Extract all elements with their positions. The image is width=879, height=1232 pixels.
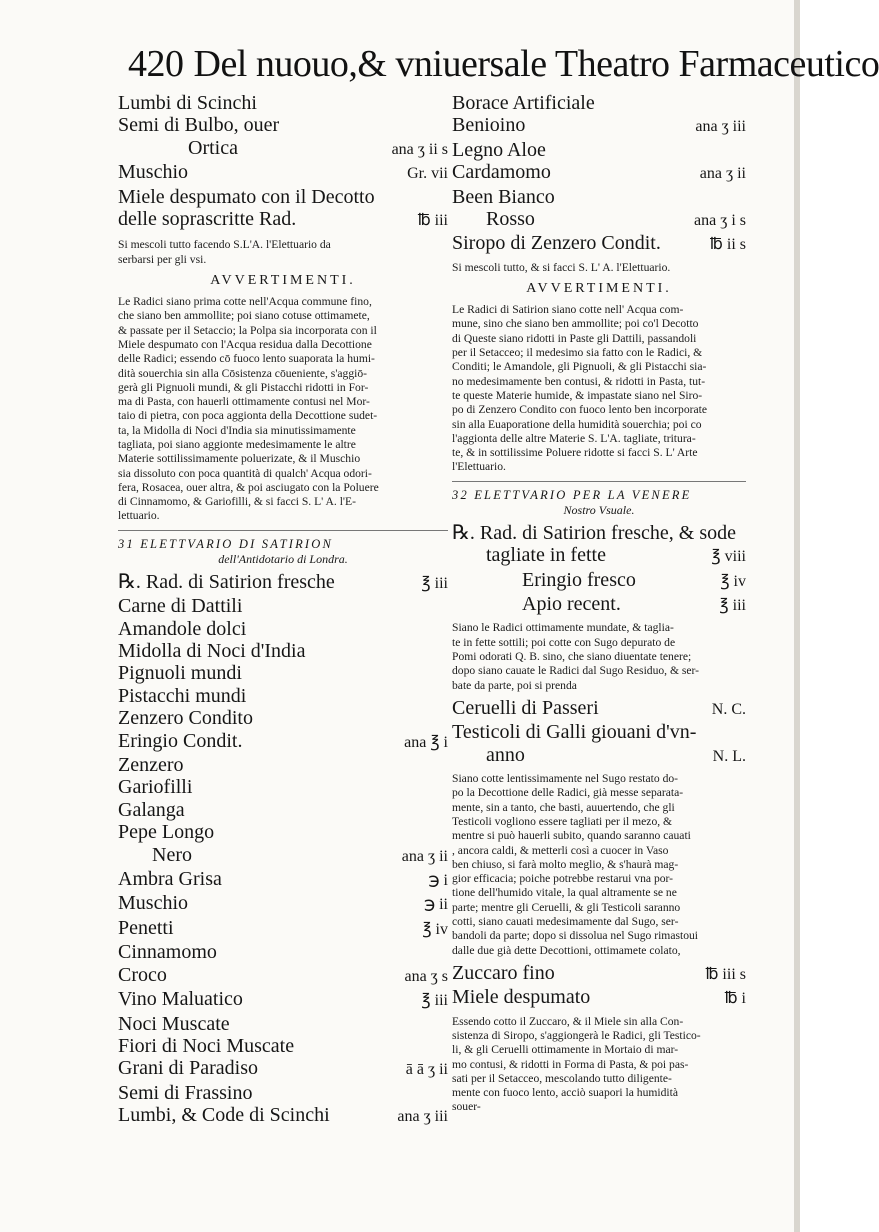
ingredient-name: Noci Muscate [118, 1012, 230, 1035]
ingredient-quantity: ℥ iii [421, 992, 448, 1010]
ingredient-name: Zenzero [118, 754, 184, 777]
ingredient-line [118, 1035, 448, 1057]
running-header [128, 42, 879, 86]
ingredient-quantity: ℈ i [428, 872, 448, 890]
divider [118, 530, 448, 531]
ingredient-quantity: ana ℥ i [404, 733, 448, 751]
ingredient-line [118, 640, 448, 662]
ingredient-name: Grani di Paradiso [118, 1057, 258, 1080]
ingredient-quantity: ℥ iii [719, 596, 746, 614]
ingredient-line [118, 821, 448, 843]
ingredient-line [118, 1104, 448, 1128]
ingredient-name: Zuccaro fino [452, 961, 555, 984]
ingredient-line [452, 92, 746, 114]
ingredient-name: Muschio [118, 892, 188, 915]
right-avvertimenti-text: Le Radici di Satirion siano cotte nell' Acqua com- mune, sino che siano ben ammollite; poi co'l Decotto di Queste siano ridotti in Paste gli Dattili, passandoli per il Setacceo; il medesimo sia fatto con le Radici, & Conditi; le Amandole, gli Pignuoli, & gli Pistacchi sia- no medesimamente ben contusi, & ridotti in Pasta, tut- te queste Materie humide, & impastate siano nel Siro- po di Zenzero Condito con fuoco lento ben incorporate sin alla Euaporatione della humidità souerchia; poi co l'aggionta delle altre Materie S. L'A. tagliate, tritura- te, & in sottilissime Poluere ridotte si facci S. L' Arte l'Elettuario. [452, 303, 707, 474]
ingredient-name: Penetti [118, 916, 174, 939]
ingredient-name: Been Bianco [452, 185, 555, 208]
page-number: 420 [128, 43, 184, 85]
ingredient-name: Lumbi, & Code di Scinchi [118, 1104, 330, 1127]
ingredient-name: Fiori di Noci Muscate [118, 1034, 295, 1057]
ingredient-line [118, 917, 448, 941]
ingredient-line [452, 962, 746, 986]
ingredient-quantity: ana ʒ s [404, 967, 448, 985]
ingredient-name: Pepe Longo [118, 821, 215, 844]
ingredient-line [118, 208, 448, 232]
ingredient-line [452, 161, 746, 185]
ingredient-line [452, 593, 746, 617]
right-column [452, 92, 746, 1222]
ingredient-quantity: ana ʒ i s [694, 212, 746, 230]
ingredient-quantity: N. L. [712, 747, 746, 765]
ingredient-quantity: ā ā ʒ ii [405, 1061, 448, 1079]
ingredient-line [118, 892, 448, 916]
ingredient-line [452, 744, 746, 768]
ingredient-name: Cinnamomo [118, 941, 217, 964]
ingredient-quantity: ℔ i [724, 990, 746, 1008]
ingredient-line [118, 844, 448, 868]
ingredient-name: Carne di Dattili [118, 595, 243, 618]
ingredient-quantity: ana ʒ ii [699, 165, 746, 183]
section-31-subtitle: dell'Antidotario di Londra. [218, 551, 348, 566]
right-avvertimenti-title: AVVERTIMENTI. [526, 281, 672, 297]
left-note-1: Si mescoli tutto facendo S.L'A. l'Elettuario da serbarsi per gli vsi. [118, 238, 331, 266]
ingredient-line [118, 618, 448, 640]
left-recipe-1 [118, 92, 448, 232]
ingredient-name: Amandole dolci [118, 617, 247, 640]
left-recipe-2 [118, 571, 448, 1129]
ingredient-line [452, 114, 746, 138]
ingredient-name: Vino Maluatico [118, 988, 243, 1011]
ingredient-name: Rosso [486, 208, 535, 231]
ingredient-line [118, 941, 448, 963]
right-note-3: Siano cotte lentissimamente nel Sugo restato do- po la Decottione delle Radici, già messe separata- mente, sin a tanto, che basti, auuertendo, che gli Testicoli vogliono essere tagliati per il mezo, & mentre si può hauerli subito, quando saranno cauati , ancora caldi, & metterli così a cuocer in Vaso ben chiuso, si farà molto meglio, & s'haurà mag- gior efficacia; poiche potrebbe restarui vna por- tione dell'humido vitale, la qual altramente se ne parte; mentre gli Ceruelli, & gli Testicoli saranno cotti, siano cauati medesimamente dal Sugo, ser- bandoli da parte; dopo si dissolua nel Sugo rimastoui dalle due già dette Decottioni, ottimamete colato, [452, 772, 699, 957]
ingredient-line [118, 595, 448, 617]
ingredient-name: Galanga [118, 798, 185, 821]
ingredient-line [118, 1057, 448, 1081]
ingredient-name: Apio recent. [522, 592, 621, 615]
ingredient-quantity: ℔ iii s [705, 965, 746, 983]
ingredient-line [452, 522, 746, 544]
ingredient-line [118, 662, 448, 684]
left-avvertimenti-text: Le Radici siano prima cotte nell'Acqua commune fino, che siano ben ammollite; poi siano cotuse ottimamete, & passate per il Setaccio; la Polpa sia incorporata con il Miele despumato con l'Acqua residua dalla Decottione delle Radici; essendo cō fuoco lento suaporata la humi- dità souerchia sin alla Cōsistenza cōueniente, s'aggiō- gerà gli Pignuoli mundi, & gli Pistacchi ridotti in For- ma di Pasta, con hauerli ottimamente contusi nel Mor- taio di pietra, con poca aggionta della Decottione sudet- ta, la Midolla di Noci d'India sia minutissimamente tagliata, poi siano aggionte medesimamente le altre Materie sottilissimamente poluerizate, & il Muschio sia dissoluto con poca quantità di qualch' Acqua odori- fera, Rosacea, ouer altra, & poi asciugato con la Poluere di Cinnamomo, & Gariofilli, & si facci S. L' A. l'E- lettuario. [118, 295, 379, 523]
ingredient-line [452, 697, 746, 721]
ingredient-name: tagliate in fette [486, 544, 606, 567]
ingredient-name: Eringio Condit. [118, 729, 243, 752]
right-recipe-3 [452, 697, 746, 768]
ingredient-quantity: ℈ ii [423, 896, 448, 914]
ingredient-name: Ambra Grisa [118, 868, 222, 891]
ingredient-quantity: ana ʒ ii s [391, 140, 448, 158]
ingredient-line [118, 1013, 448, 1035]
ingredient-line [118, 799, 448, 821]
ingredient-quantity: ana ʒ ii [401, 847, 448, 865]
ingredient-name: ℞. Rad. di Satirion fresche, & sode [452, 521, 736, 544]
ingredient-line [118, 707, 448, 729]
ingredient-name: Miele despumato con il Decotto [118, 185, 375, 208]
ingredient-line [118, 868, 448, 892]
left-column [118, 92, 448, 1222]
ingredient-name: Lumbi di Scinchi [118, 92, 257, 114]
ingredient-line [452, 232, 746, 256]
ingredient-quantity: ℥ iv [720, 572, 746, 590]
ingredient-line [452, 544, 746, 568]
ingredient-line [118, 186, 448, 208]
ingredient-line [118, 754, 448, 776]
ingredient-quantity: ℔ iii [417, 212, 448, 230]
ingredient-name: Nero [152, 843, 192, 866]
ingredient-name: Benioino [452, 114, 526, 137]
right-recipe-4 [452, 962, 746, 1011]
ingredient-name: ℞. Rad. di Satirion fresche [118, 570, 335, 593]
ingredient-line [118, 114, 448, 136]
ingredient-quantity: N. C. [711, 700, 746, 718]
ingredient-name: Legno Aloe [452, 138, 546, 161]
ingredient-name: Midolla di Noci d'India [118, 640, 306, 662]
section-32-title: 32 ELETTVARIO PER LA VENERE [452, 487, 692, 502]
ingredient-name: delle soprascritte Rad. [118, 208, 297, 231]
ingredient-name: Eringio fresco [522, 568, 636, 591]
ingredient-line [118, 571, 448, 595]
ingredient-name: anno [486, 743, 525, 766]
ingredient-name: Miele despumato [452, 986, 591, 1009]
ingredient-name: Semi di Frassino [118, 1081, 253, 1104]
ingredient-name: Ortica [188, 136, 238, 159]
ingredient-line [452, 139, 746, 161]
divider [452, 481, 746, 482]
ingredient-name: Muschio [118, 161, 188, 184]
ingredient-name: Pistacchi mundi [118, 684, 247, 707]
right-note-4: Essendo cotto il Zuccaro, & il Miele sin alla Con- sistenza di Siropo, s'aggiongerà le Radici, gli Testico- li, & gli Ceruelli ottimamente in Mortaio di mar- mo contusi, & ridotti in Forma di Pasta, & poi pas- sati per il Setacceo, mescolando tutto diligente- mente con fuoco lento, acciò suapori la humidità souer- [452, 1014, 701, 1114]
ingredient-line [118, 92, 448, 114]
right-recipe-2 [452, 522, 746, 618]
ingredient-line [118, 964, 448, 988]
ingredient-quantity: ana ʒ iii [397, 1108, 448, 1126]
running-title: Del nuouo,& vniuersale Theatro Farmaceutico [193, 43, 879, 85]
ingredient-name: Ceruelli di Passeri [452, 696, 599, 719]
ingredient-line [452, 208, 746, 232]
ingredient-quantity: Gr. vii [407, 165, 448, 183]
ingredient-quantity: ℥ viii [711, 548, 746, 566]
ingredient-name: Croco [118, 963, 167, 986]
ingredient-line [452, 721, 746, 743]
right-recipe-1 [452, 92, 746, 257]
ingredient-name: Pignuoli mundi [118, 662, 242, 685]
ingredient-line [118, 161, 448, 185]
ingredient-quantity: ℥ iii [421, 574, 448, 592]
ingredient-line [118, 730, 448, 754]
ingredient-name: Siropo di Zenzero Condit. [452, 232, 661, 255]
ingredient-line [452, 986, 746, 1010]
ingredient-line [452, 569, 746, 593]
ingredient-line [118, 685, 448, 707]
ingredient-name: Borace Artificiale [452, 92, 595, 114]
ingredient-name: Semi di Bulbo, ouer [118, 114, 280, 137]
ingredient-line [118, 776, 448, 798]
ingredient-quantity: ℔ ii s [709, 236, 746, 254]
ingredient-quantity: ℥ iv [422, 920, 448, 938]
ingredient-line [452, 186, 746, 208]
section-31-title: 31 ELETTVARIO DI SATIRION [118, 536, 334, 551]
ingredient-line [118, 1082, 448, 1104]
ingredient-quantity: ana ʒ iii [695, 118, 746, 136]
section-32-subtitle: Nostro Vsuale. [563, 502, 635, 517]
ingredient-line [118, 137, 448, 161]
ingredient-line [118, 988, 448, 1012]
ingredient-name: Cardamomo [452, 161, 551, 184]
ingredient-name: Zenzero Condito [118, 707, 253, 730]
right-note-1: Si mescoli tutto, & si facci S. L' A. l'Elettuario. [452, 260, 671, 274]
left-avvertimenti-title: AVVERTIMENTI. [210, 273, 356, 289]
ingredient-name: Gariofilli [118, 776, 193, 799]
ingredient-name: Testicoli di Galli giouani d'vn- [452, 721, 697, 744]
right-note-2: Siano le Radici ottimamente mundate, & taglia- te in fette sottili; poi cotte con Sugo depurato de Pomi odorati Q. B. sino, che siano diuentate tenere; dopo siano cauate le Radici dal Sugo Residuo, & ser- bate da parte, poi si prenda [452, 621, 700, 692]
